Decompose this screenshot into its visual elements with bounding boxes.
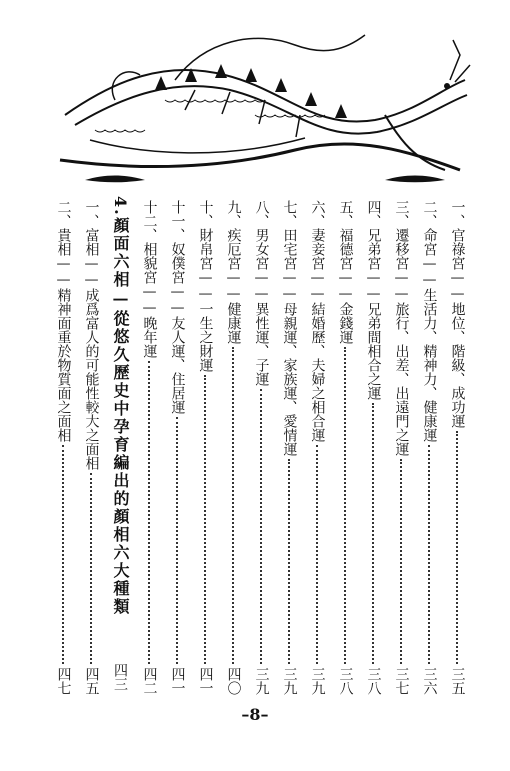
toc-entry-page: 三九: [309, 667, 326, 695]
toc-entry-label: 九、疾厄宮——健康運: [225, 200, 242, 344]
leader-dots: [400, 459, 402, 664]
toc-entry-label: 二、貴相——精神面重於物質面之面相: [55, 200, 72, 442]
toc-entry[interactable]: [138, 200, 160, 695]
toc-entry-page: 三五: [449, 667, 466, 695]
toc-entry-page: 三九: [281, 667, 298, 695]
toc-entry[interactable]: [446, 200, 468, 695]
toc-entry[interactable]: [306, 200, 328, 695]
toc-entry-label: 四、兄弟宮——兄弟間相合之運: [365, 200, 382, 400]
toc-entry-page: 三九: [253, 667, 270, 695]
leader-dots: [90, 473, 92, 664]
section-heading[interactable]: [108, 196, 132, 691]
leader-dots: [344, 347, 346, 664]
leader-dots: [176, 417, 178, 664]
toc-entry-label: 三、遷移宮——旅行、出差、出遠門之運: [393, 200, 410, 456]
toc-entry-label: 二、命宮——生活力、精神力、健康運: [421, 200, 438, 442]
page-number: –8–: [241, 705, 269, 724]
toc-entry-label: 八、男女宮——異性運、子運: [253, 200, 270, 386]
leader-dots: [232, 347, 234, 664]
toc-entry[interactable]: [334, 200, 356, 695]
toc-entry[interactable]: [166, 200, 188, 695]
toc-entry-label: 十二、相貌宮——晚年運: [141, 200, 158, 358]
toc-entry-label: 一、富相——成爲富人的可能性較大之面相: [83, 200, 100, 470]
toc-entry[interactable]: [418, 200, 440, 695]
section-heading-number: 4.: [111, 196, 130, 217]
leader-dots: [288, 459, 290, 664]
toc-entry-label: 十、財帛宮——一生之財運: [197, 200, 214, 372]
toc-entry-label: 六、妻妾宮——結婚歷、夫婦之相合運: [309, 200, 326, 442]
toc-entry-page: 三七: [393, 667, 410, 695]
leader-dots: [316, 445, 318, 664]
leader-dots: [148, 361, 150, 664]
toc-entry-page: 三八: [365, 667, 382, 695]
toc-entry[interactable]: [278, 200, 300, 695]
toc-entry-page: 四七: [55, 667, 72, 695]
toc-entry-label: 五、福德宮——金錢運: [337, 200, 354, 344]
toc-entry[interactable]: [250, 200, 272, 695]
toc-entry[interactable]: [52, 200, 74, 695]
toc-entry[interactable]: [362, 200, 384, 695]
toc-entry-page: 三六: [421, 667, 438, 695]
section-heading-page: 四三: [112, 663, 128, 691]
toc-entry-page: 四一: [197, 667, 214, 695]
leader-dots: [372, 403, 374, 664]
toc-entry-label: 七、田宅宮——母親運、家族運、愛情運: [281, 200, 298, 456]
dragon-illustration-icon: [55, 20, 475, 195]
toc-entry[interactable]: [222, 200, 244, 695]
toc-entry-label: 十一、奴僕宮——友人運、住居運: [169, 200, 186, 414]
toc-entry-page: 四〇: [225, 667, 242, 695]
leader-dots: [456, 431, 458, 664]
toc-entry-label: 一、官祿宮——地位、階級、成功運: [449, 200, 466, 428]
toc-entry-page: 三八: [337, 667, 354, 695]
leader-dots: [204, 375, 206, 664]
leader-dots: [428, 445, 430, 664]
toc-entry[interactable]: [390, 200, 412, 695]
toc-entry[interactable]: [80, 200, 102, 695]
section-heading-title: 顏面六相—從悠久歷史中孕育編出的顏相六大種類: [111, 216, 130, 616]
leader-dots: [62, 445, 64, 664]
toc-entry-page: 四一: [169, 667, 186, 695]
toc-entry-page: 四二: [141, 667, 158, 695]
toc-entry-page: 四五: [83, 667, 100, 695]
leader-dots: [260, 389, 262, 664]
toc-entry[interactable]: [194, 200, 216, 695]
